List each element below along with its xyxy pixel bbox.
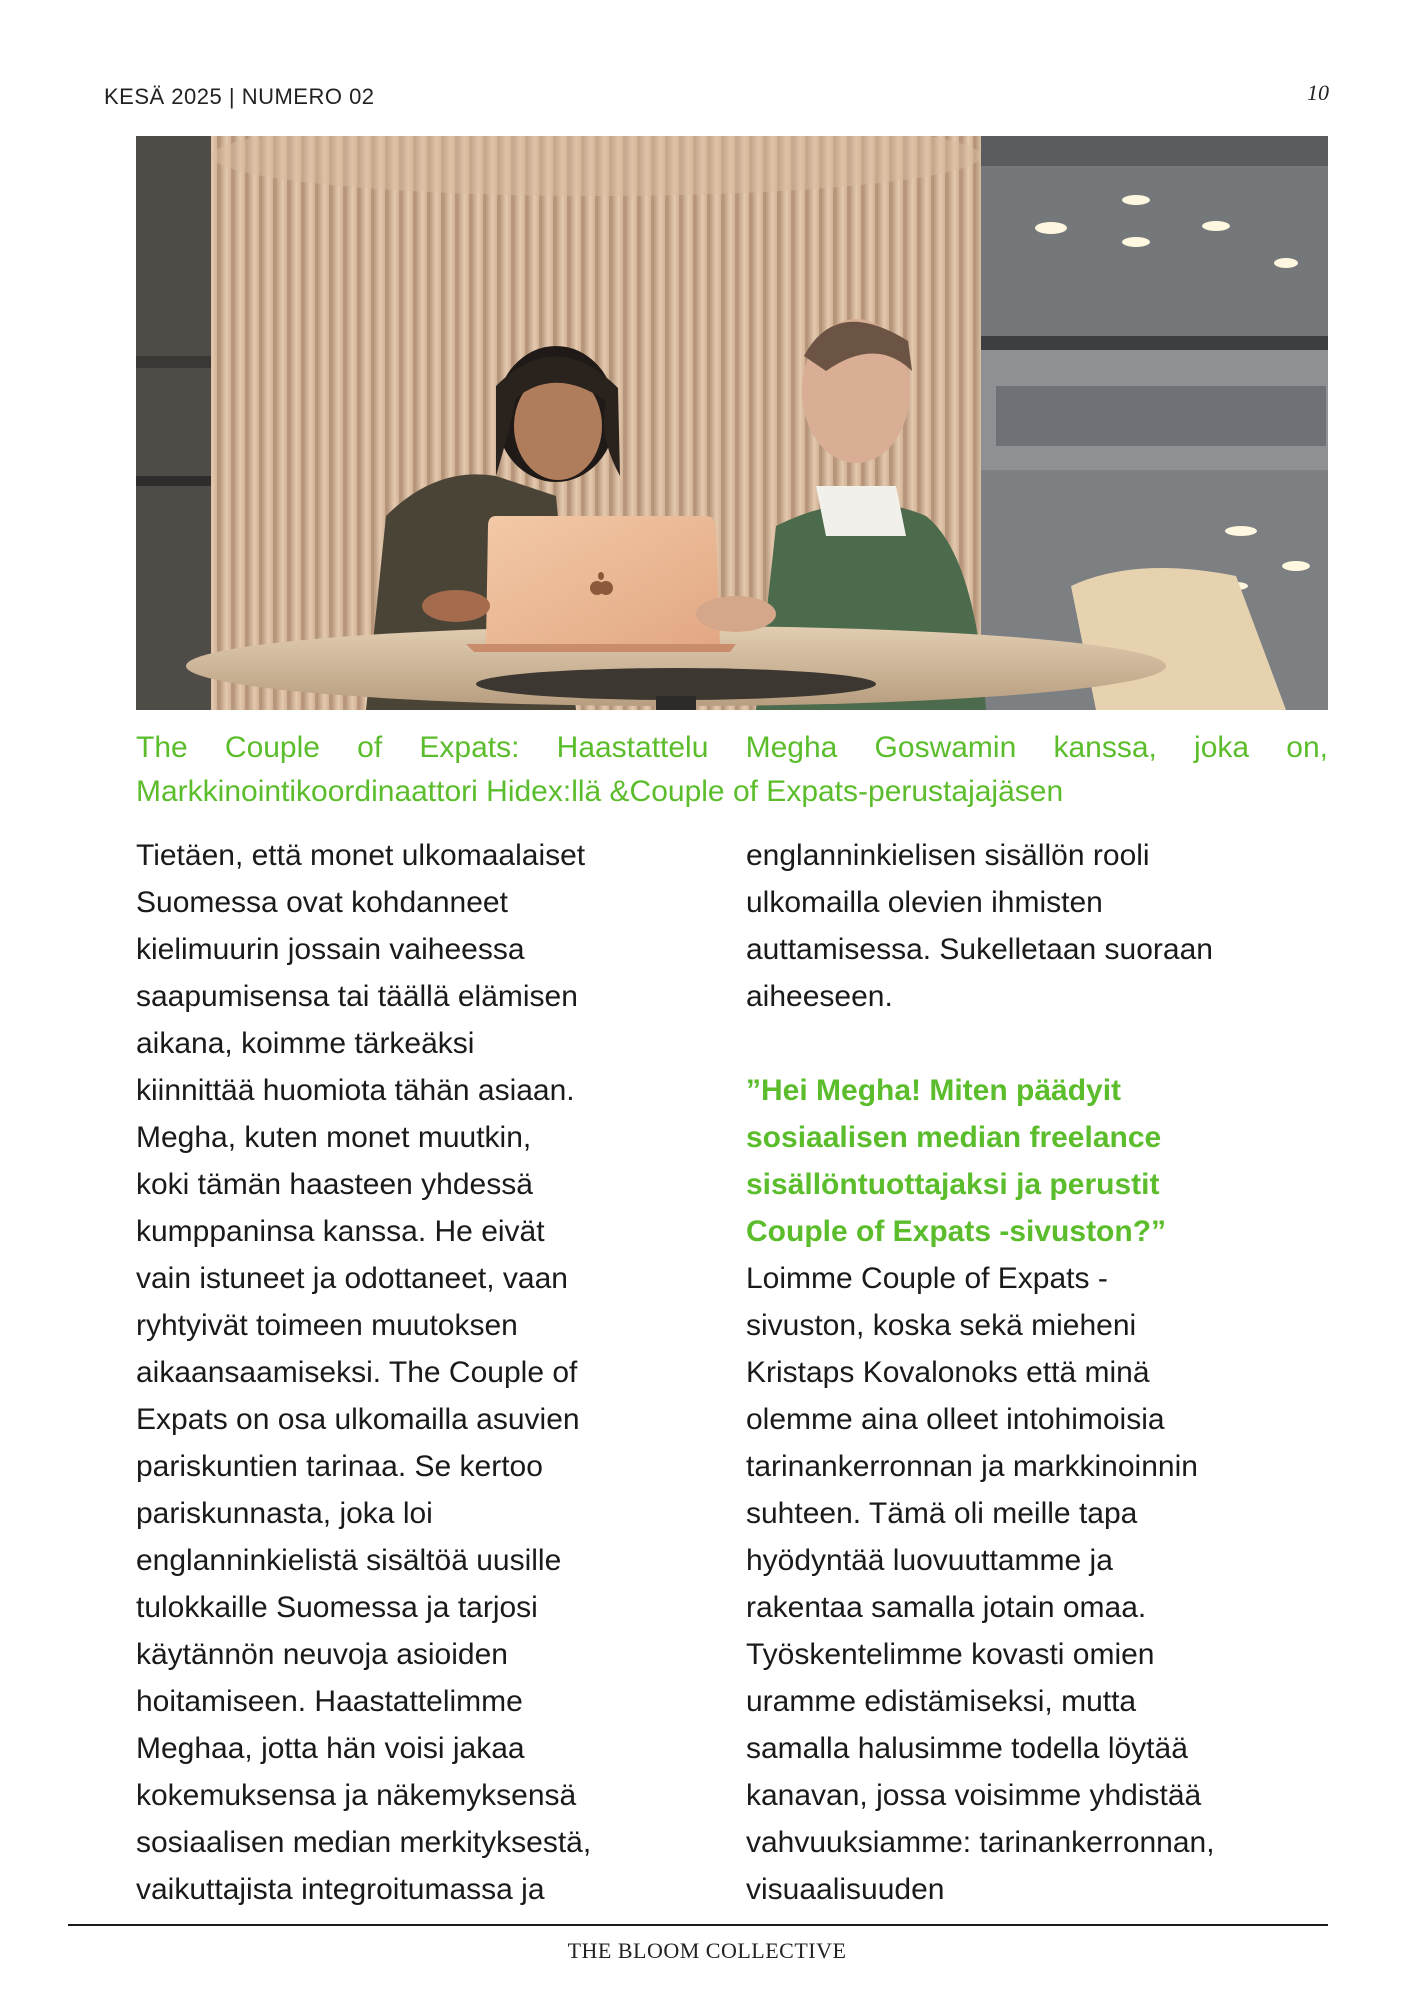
answer-line: kanavan, jossa voisimme yhdistää xyxy=(746,1779,1202,1812)
answer-line: visuaalisuuden xyxy=(746,1873,945,1906)
subtitle-line-1: The Couple of Expats: Haastattelu Megha Goswamin kanssa, joka on, xyxy=(136,731,1328,764)
body-line: Megha, kuten monet muutkin, xyxy=(136,1121,532,1154)
body-line: aikana, koimme tärkeäksi xyxy=(136,1027,475,1060)
interview-question-line: Couple of Expats -sivuston?” xyxy=(746,1215,1167,1248)
answer-line: suhteen. Tämä oli meille tapa xyxy=(746,1497,1138,1530)
interview-question-line: ”Hei Megha! Miten päädyit xyxy=(746,1074,1122,1107)
body-line: ulkomailla olevien ihmisten xyxy=(746,886,1103,919)
answer-line: Kristaps Kovalonoks että minä xyxy=(746,1356,1150,1389)
body-line: sosiaalisen median merkityksestä, xyxy=(136,1826,592,1859)
answer-line: samalla halusimme todella löytää xyxy=(746,1732,1188,1765)
body-line: Suomessa ovat kohdanneet xyxy=(136,886,508,919)
page-number: 10 xyxy=(1307,80,1329,105)
body-line: hoitamiseen. Haastattelimme xyxy=(136,1685,523,1718)
interview-question-line: sosiaalisen median freelance xyxy=(746,1121,1162,1154)
body-line: ryhtyivät toimeen muutoksen xyxy=(136,1309,518,1342)
answer-line: hyödyntää luovuuttamme ja xyxy=(746,1544,1113,1577)
article-subtitle xyxy=(136,726,1328,814)
body-line: aiheeseen. xyxy=(746,980,893,1013)
body-line: englanninkielistä sisältöä uusille xyxy=(136,1544,562,1577)
body-line: tulokkaille Suomessa ja tarjosi xyxy=(136,1591,538,1624)
answer-line: sivuston, koska sekä mieheni xyxy=(746,1309,1137,1342)
body-line: englanninkielisen sisällön rooli xyxy=(746,839,1150,872)
paragraph-gap xyxy=(746,1020,1336,1067)
column-right xyxy=(746,832,1336,1913)
body-line: käytännön neuvoja asioiden xyxy=(136,1638,508,1671)
body-line: auttamisessa. Sukelletaan suoraan xyxy=(746,933,1213,966)
answer-line: vahvuuksiamme: tarinankerronnan, xyxy=(746,1826,1215,1859)
body-line: pariskunnasta, joka loi xyxy=(136,1497,433,1530)
footer-brand: THE BLOOM COLLECTIVE xyxy=(567,1938,847,1963)
body-line: kielimuurin jossain vaiheessa xyxy=(136,933,525,966)
body-line: vaikuttajista integroitumassa ja xyxy=(136,1873,545,1906)
interview-question-line: sisällöntuottajaksi ja perustit xyxy=(746,1168,1160,1201)
body-line: kokemuksensa ja näkemyksensä xyxy=(136,1779,577,1812)
body-line: saapumisensa tai täällä elämisen xyxy=(136,980,578,1013)
column-left xyxy=(136,832,716,1913)
subtitle-line-2: Markkinointikoordinaattori Hidex:llä &Couple of Expats-perustajajäsen xyxy=(136,775,1064,808)
body-line: kiinnittää huomiota tähän asiaan. xyxy=(136,1074,575,1107)
body-line: pariskuntien tarinaa. Se kertoo xyxy=(136,1450,543,1483)
body-line: Meghaa, jotta hän voisi jakaa xyxy=(136,1732,525,1765)
footer-divider xyxy=(68,1924,1328,1926)
body-line: Expats on osa ulkomailla asuvien xyxy=(136,1403,580,1436)
body-line: koki tämän haasteen yhdessä xyxy=(136,1168,533,1201)
answer-line: Loimme Couple of Expats - xyxy=(746,1262,1108,1295)
body-line: vain istuneet ja odottaneet, vaan xyxy=(136,1262,568,1295)
body-line: kumppaninsa kanssa. He eivät xyxy=(136,1215,545,1248)
answer-line: tarinankerronnan ja markkinoinnin xyxy=(746,1450,1198,1483)
body-line: aikaansaamiseksi. The Couple of xyxy=(136,1356,578,1389)
answer-line: uramme edistämiseksi, mutta xyxy=(746,1685,1137,1718)
answer-line: olemme aina olleet intohimoisia xyxy=(746,1403,1165,1436)
answer-line: Työskentelimme kovasti omien xyxy=(746,1638,1155,1671)
issue-label: KESÄ 2025 | NUMERO 02 xyxy=(104,84,375,109)
answer-line: rakentaa samalla jotain omaa. xyxy=(746,1591,1147,1624)
article-photo xyxy=(136,136,1328,710)
body-line: Tietäen, että monet ulkomaalaiset xyxy=(136,839,586,872)
